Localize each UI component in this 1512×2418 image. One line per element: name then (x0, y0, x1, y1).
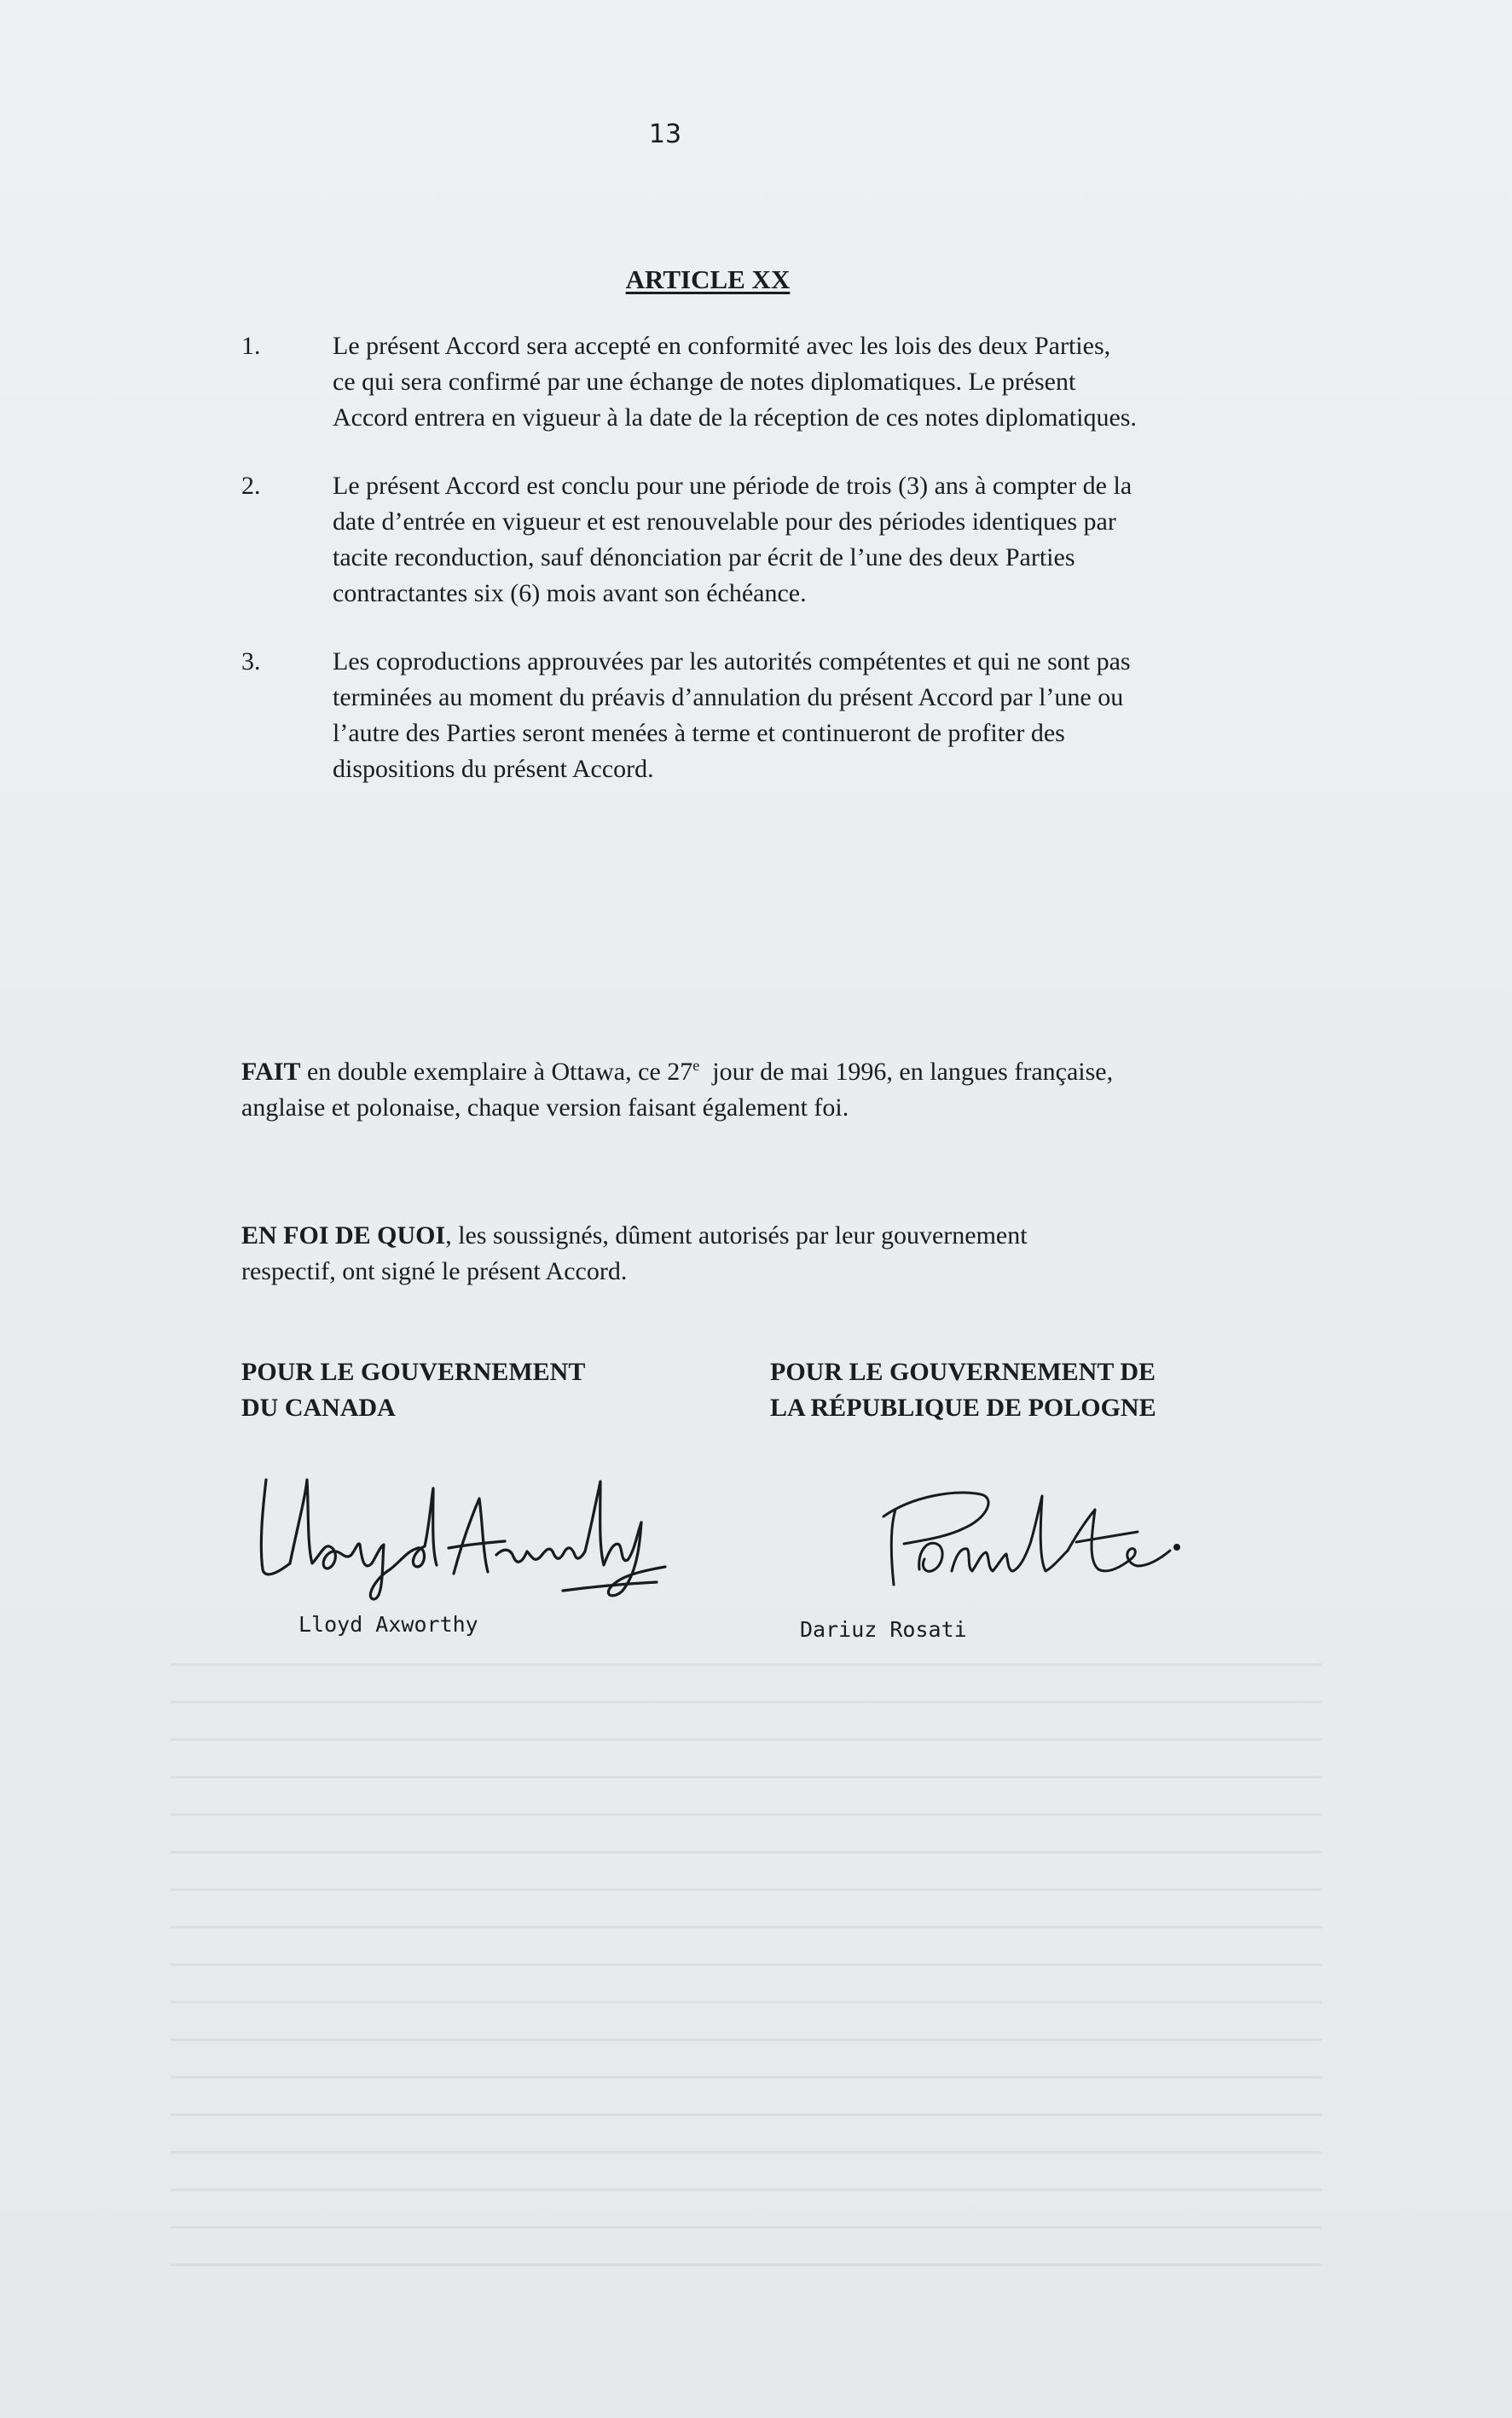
article-item-3 (241, 644, 1299, 787)
article-title: ARTICLE XX (625, 264, 791, 294)
article-line: Le présent Accord est conclu pour une période de trois (3) ans à compter de la (333, 472, 1133, 500)
article-line: Les coproductions approuvées par les autorités compétentes et qui ne sont pas (333, 647, 1131, 676)
signatory-heading-line: POUR LE GOUVERNEMENT DE (770, 1358, 1156, 1386)
done-at-line-1 (241, 1047, 1307, 1090)
article-line: contractantes six (6) mois avant son échéance. (333, 579, 807, 607)
signatory-heading-line: DU CANADA (241, 1394, 396, 1422)
in-witness-line-1 (241, 1218, 1307, 1254)
article-item-number: 3. (241, 647, 261, 676)
article-line: tacite reconduction, sauf dénonciation par écrit de l’une des deux Parties (333, 543, 1075, 571)
article-line: Accord entrera en vigueur à la date de la réception de ces notes diplomatiques. (333, 403, 1137, 432)
article-line: dispositions du présent Accord. (333, 755, 654, 783)
in-witness-lead: EN FOI DE QUOI (241, 1221, 446, 1250)
signatory-poland-heading (770, 1354, 1282, 1426)
article-line: l’autre des Parties seront menées à terme et continueront de profiter des (333, 719, 1065, 747)
signature-poland (878, 1476, 1185, 1603)
bleed-through-texture (171, 1663, 1322, 2277)
article-line: Le présent Accord sera accepté en conformité avec les lois des deux Parties, (333, 332, 1111, 360)
signature-canada (256, 1463, 699, 1608)
article-item-number: 2. (241, 472, 261, 500)
in-witness-line-2: respectif, ont signé le présent Accord. (241, 1257, 628, 1285)
article-line: terminées au moment du préavis d’annulation du présent Accord par l’une ou (333, 683, 1124, 711)
page-number: 13 (648, 119, 682, 149)
signatory-canada-heading (241, 1354, 719, 1426)
article-item-1 (241, 328, 1299, 436)
article-item-2 (241, 468, 1299, 612)
article-item-number: 1. (241, 332, 261, 360)
signatory-heading-line: LA RÉPUBLIQUE DE POLOGNE (770, 1394, 1156, 1422)
done-at-clause (241, 1047, 1307, 1126)
done-at-text-rest: jour de mai 1996, en langues française, (699, 1058, 1114, 1086)
signatory-name-canada: Lloyd Axworthy (298, 1612, 478, 1637)
signatory-heading-line: POUR LE GOUVERNEMENT (241, 1358, 586, 1386)
done-at-lead: FAIT (241, 1058, 301, 1086)
article-line: date d’entrée en vigueur et est renouvelable pour des périodes identiques par (333, 507, 1116, 536)
article-list (241, 328, 1299, 820)
done-at-line-2: anglaise et polonaise, chaque version faisant également foi. (241, 1093, 849, 1122)
in-witness-text: , les soussignés, dûment autorisés par leur gouvernement (445, 1221, 1028, 1250)
signatory-name-poland: Dariuz Rosati (800, 1617, 967, 1642)
done-at-text: en double exemplaire à Ottawa, ce 27 (300, 1058, 693, 1086)
in-witness-clause (241, 1218, 1307, 1290)
article-line: ce qui sera confirmé par une échange de notes diplomatiques. Le présent (333, 368, 1076, 396)
day-suffix: e (692, 1057, 700, 1074)
